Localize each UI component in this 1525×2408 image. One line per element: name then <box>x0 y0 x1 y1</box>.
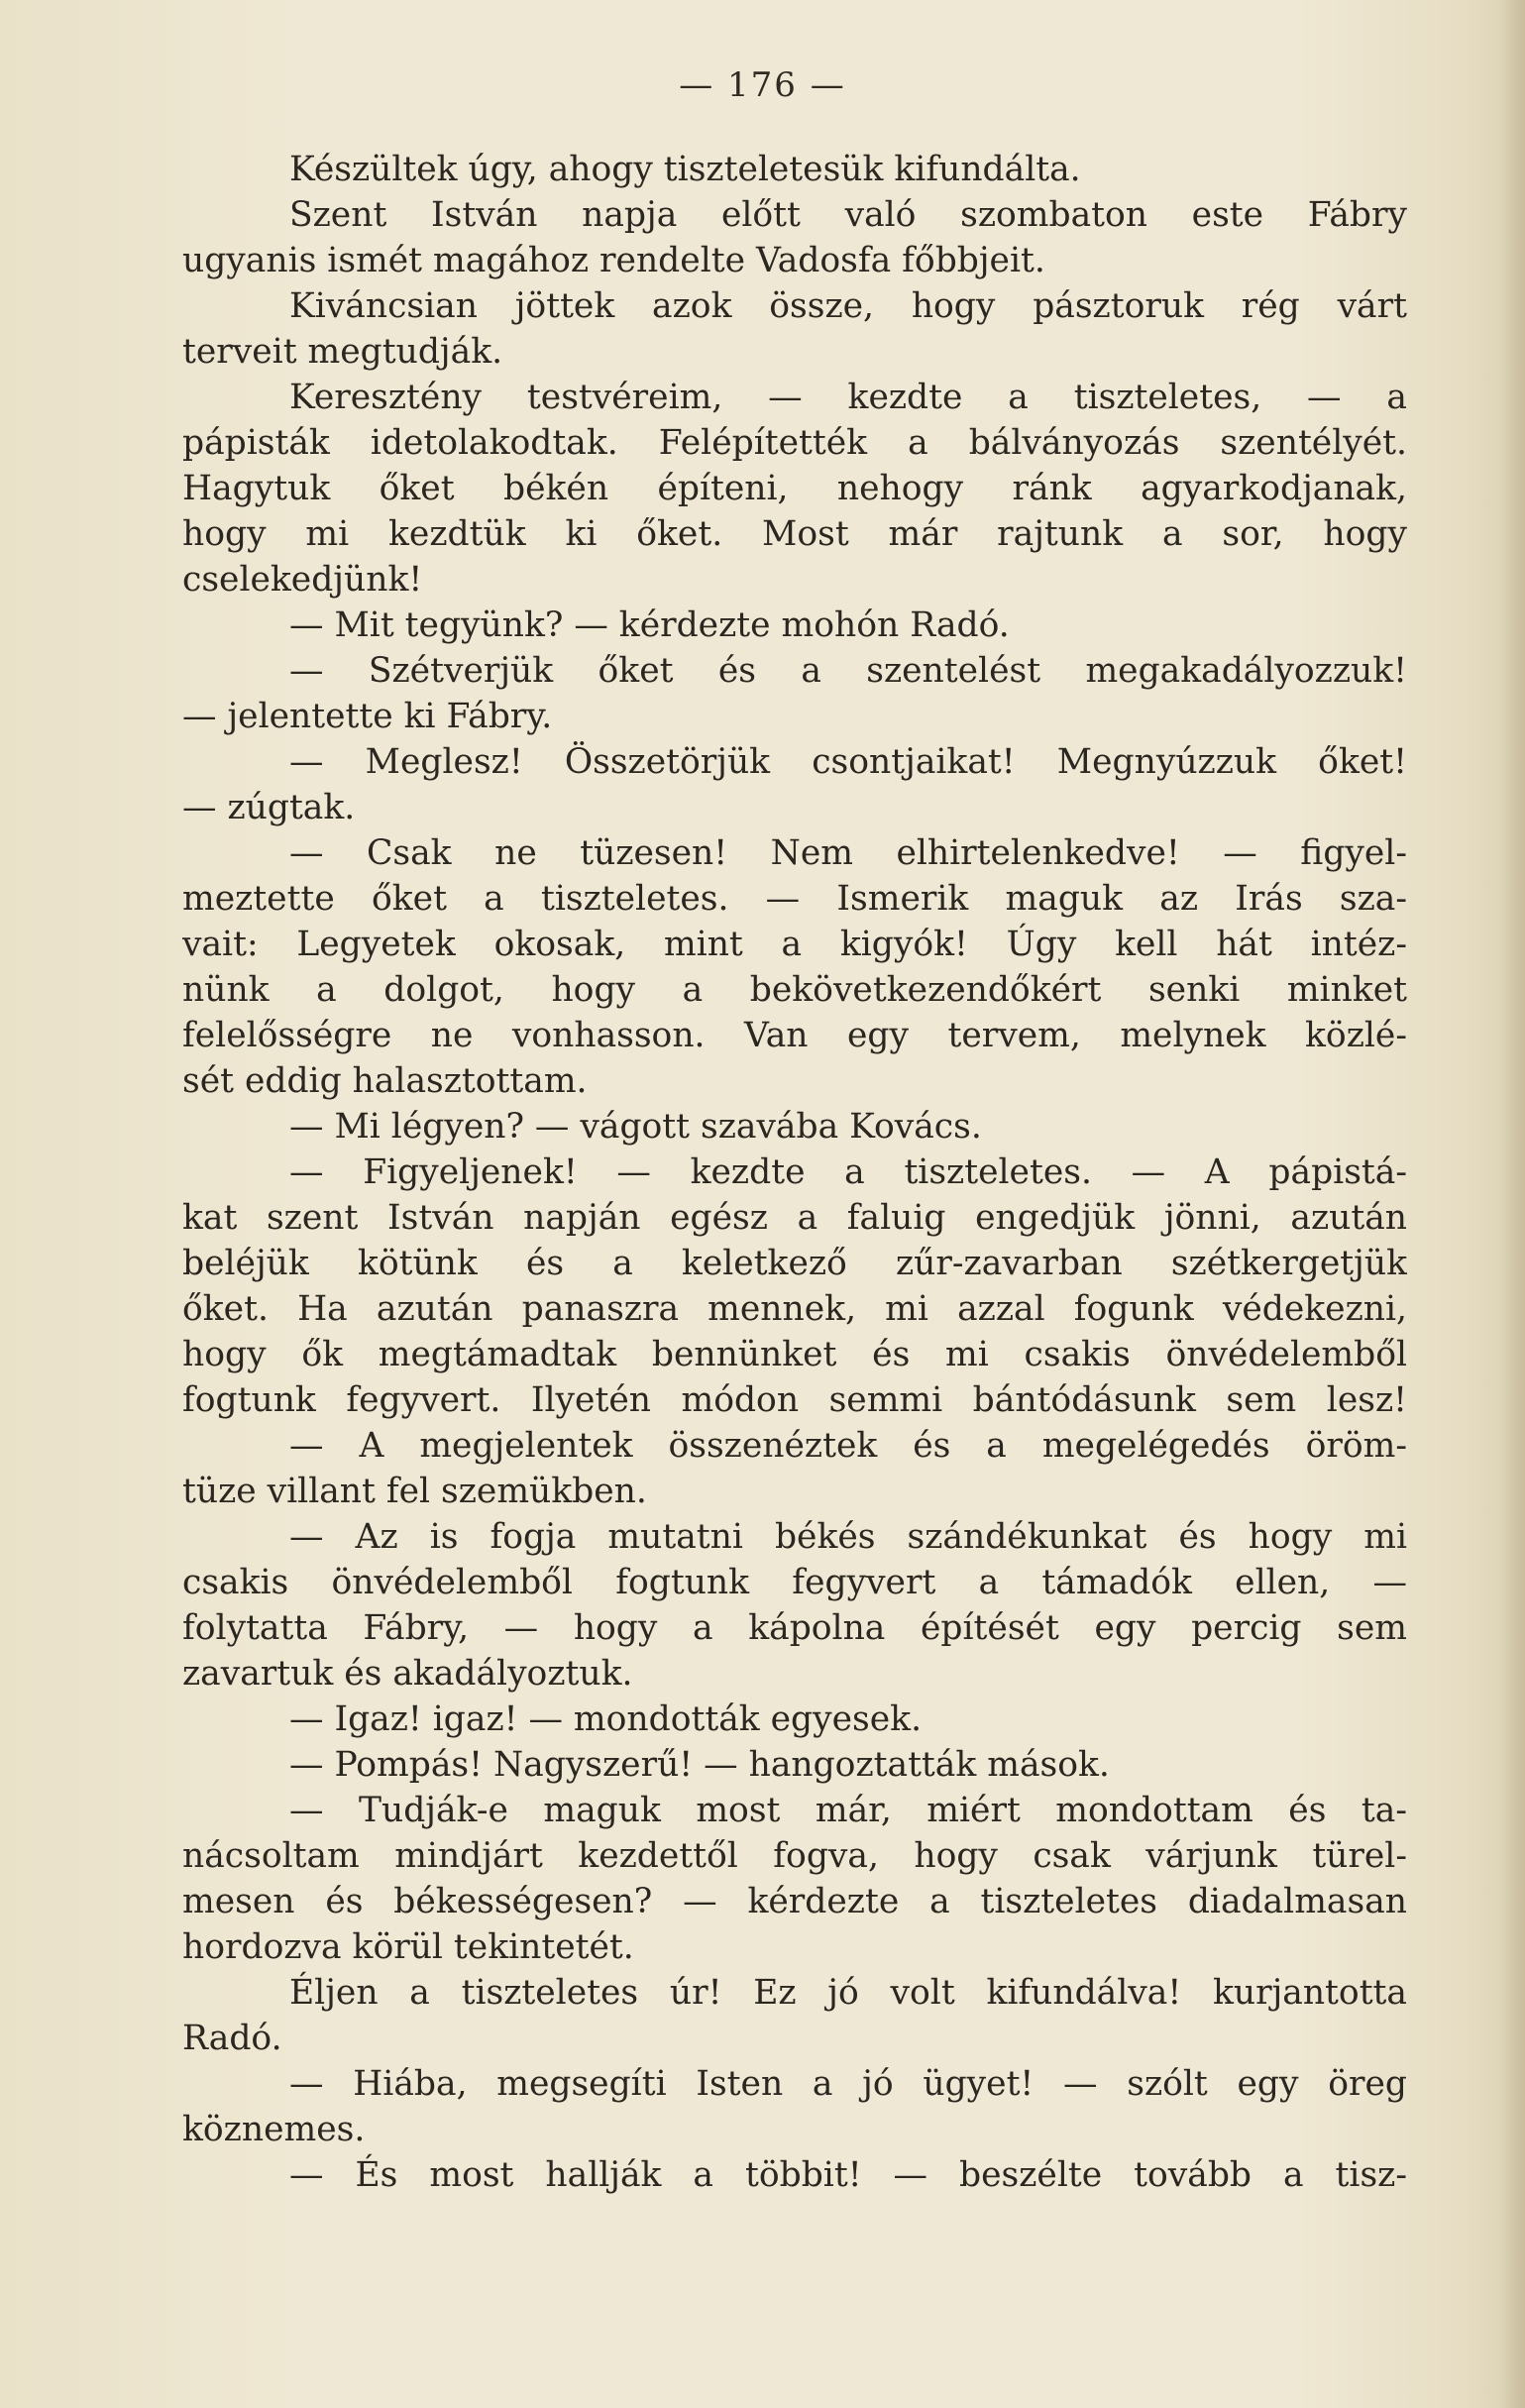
text-line: felelősségre ne vonhasson. Van egy tervem, melynek közlé- <box>182 1016 1407 1055</box>
text-line: Készültek úgy, ahogy tiszteletesük kifundálta. <box>289 150 1081 189</box>
text-line: fogtunk fegyvert. Ilyetén módon semmi bántódásunk sem lesz! <box>182 1380 1407 1420</box>
text-line: — Az is fogja mutatni békés szándékunkat és hogy mi <box>289 1517 1407 1557</box>
text-line: hogy mi kezdtük ki őket. Most már rajtunk a sor, hogy <box>182 514 1407 554</box>
text-line: tüze villant fel szemükben. <box>182 1472 647 1511</box>
text-line: beléjük kötünk és a keletkező zűr-zavarban szétkergetjük <box>182 1244 1407 1283</box>
text-line: — Meglesz! Összetörjük csontjaikat! Megnyúzzuk őket! <box>289 742 1407 782</box>
text-line: nünk a dolgot, hogy a bekövetkezendőkért senki minket <box>182 970 1407 1010</box>
text-line: — A megjelentek összenéztek és a megelégedés öröm- <box>289 1426 1407 1466</box>
text-line: Éljen a tiszteletes úr! Ez jó volt kifundálva! kurjantotta <box>289 1973 1407 2013</box>
text-line: hordozva körül tekintetét. <box>182 1927 634 1967</box>
text-line: — Igaz! igaz! — mondották egyesek. <box>289 1699 923 1739</box>
text-line: cselekedjünk! <box>182 560 423 600</box>
text-line: — jelentette ki Fábry. <box>182 697 553 736</box>
text-line: hogy ők megtámadtak bennünket és mi csakis önvédelemből <box>182 1335 1407 1374</box>
text-line: folytatta Fábry, — hogy a kápolna építését egy percig sem <box>182 1608 1407 1648</box>
text-line: zavartuk és akadályoztuk. <box>182 1654 633 1694</box>
text-line: — Mi légyen? — vágott szavába Kovács. <box>289 1107 982 1147</box>
text-line: kat szent István napján egész a faluig engedjük jönni, azután <box>182 1198 1407 1238</box>
text-line: sét eddig halasztottam. <box>182 1061 588 1101</box>
text-line: pápisták idetolakodtak. Felépítették a bálványozás szentélyét. <box>182 423 1407 463</box>
text-line: — És most hallják a többit! — beszélte tovább a tisz- <box>289 2155 1407 2195</box>
text-line: csakis önvédelemből fogtunk fegyvert a támadók ellen, — <box>182 1563 1407 1602</box>
text-line: — Pompás! Nagyszerű! — hangoztatták mások. <box>289 1745 1110 1785</box>
text-line: Szent István napja előtt való szombaton este Fábry <box>289 195 1407 235</box>
text-line: ugyanis ismét magához rendelte Vadosfa főbbjeit. <box>182 241 1045 280</box>
text-line: őket. Ha azután panaszra mennek, mi azzal fogunk védekezni, <box>182 1289 1407 1329</box>
text-line: — Hiába, megsegíti Isten a jó ügyet! — szólt egy öreg <box>289 2064 1407 2104</box>
text-line: terveit megtudják. <box>182 332 503 372</box>
text-line: Hagytuk őket békén építeni, nehogy ránk agyarkodjanak, <box>182 469 1407 508</box>
body-text <box>182 147 1407 2198</box>
text-line: — Tudják-e maguk most már, miért mondottam és ta- <box>289 1791 1407 1830</box>
page-number: — 176 — <box>679 65 846 105</box>
text-line: — Csak ne tüzesen! Nem elhirtelenkedve! — figyel- <box>289 833 1407 873</box>
text-line: mesen és békességesen? — kérdezte a tiszteletes diadalmasan <box>182 1882 1407 1921</box>
text-line: meztette őket a tiszteletes. — Ismerik maguk az Irás sza- <box>182 879 1407 919</box>
text-line: Keresztény testvéreim, — kezdte a tiszteletes, — a <box>289 378 1407 417</box>
text-line: Radó. <box>182 2019 282 2058</box>
text-line: — Mit tegyünk? — kérdezte mohón Radó. <box>289 605 1010 645</box>
page-edge-shadow <box>1499 0 1525 2408</box>
text-line: vait: Legyetek okosak, mint a kigyók! Úgy kell hát intéz- <box>182 925 1407 964</box>
text-line: — Figyeljenek! — kezdte a tiszteletes. — A pápistá- <box>289 1152 1407 1192</box>
text-line: — zúgtak. <box>182 788 356 827</box>
text-line: Kiváncsian jöttek azok össze, hogy pásztoruk rég várt <box>289 286 1407 326</box>
text-line: nácsoltam mindjárt kezdettől fogva, hogy csak várjunk türel- <box>182 1836 1407 1876</box>
text-line: — Szétverjük őket és a szentelést megakadályozzuk! <box>289 651 1407 691</box>
text-line: köznemes. <box>182 2110 366 2149</box>
